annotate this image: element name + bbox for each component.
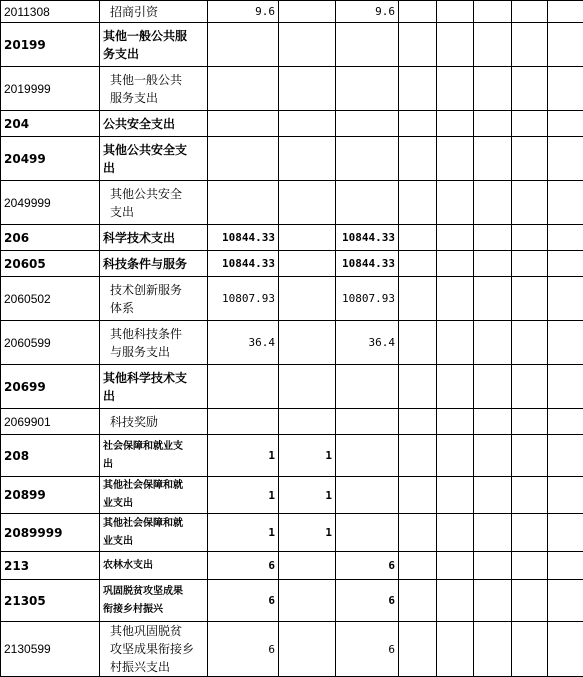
subject-name-cell	[100, 225, 208, 251]
empty-cell	[474, 321, 512, 365]
empty-cell	[399, 67, 437, 111]
empty-cell	[548, 514, 583, 552]
empty-cell	[399, 514, 437, 552]
empty-cell	[474, 181, 512, 225]
subject-code-cell: 2049999	[1, 181, 100, 225]
basic-expenditure-cell: 1	[279, 477, 336, 514]
total-amount-cell	[208, 67, 279, 111]
subject-code-cell: 213	[1, 552, 100, 580]
table-row	[1, 251, 583, 277]
subject-code-cell: 2060599	[1, 321, 100, 365]
project-expenditure-cell: 6	[336, 580, 399, 622]
basic-expenditure-cell	[279, 365, 336, 409]
total-amount-cell: 1	[208, 514, 279, 552]
subject-name-cell	[100, 580, 208, 622]
table-row	[1, 580, 583, 622]
table-row	[1, 514, 583, 552]
empty-cell	[512, 580, 548, 622]
total-amount-cell: 6	[208, 552, 279, 580]
empty-cell	[437, 552, 474, 580]
empty-cell	[548, 225, 583, 251]
empty-cell	[474, 1, 512, 23]
empty-cell	[437, 435, 474, 477]
table-row	[1, 111, 583, 137]
empty-cell	[437, 365, 474, 409]
empty-cell	[437, 1, 474, 23]
subject-name-line: 衔接乡村振兴	[103, 601, 204, 619]
total-amount-cell	[208, 23, 279, 67]
subject-name-cell	[100, 514, 208, 552]
empty-cell	[474, 23, 512, 67]
subject-code-cell: 2069901	[1, 409, 100, 435]
empty-cell	[548, 477, 583, 514]
empty-cell	[512, 181, 548, 225]
empty-cell	[548, 435, 583, 477]
basic-expenditure-cell	[279, 23, 336, 67]
empty-cell	[474, 225, 512, 251]
subject-name-line: 其他科学技术支	[103, 369, 204, 387]
empty-cell	[399, 580, 437, 622]
subject-name-line: 其他公共安全	[110, 185, 204, 203]
basic-expenditure-cell	[279, 111, 336, 137]
table-row	[1, 477, 583, 514]
subject-code-cell: 20199	[1, 23, 100, 67]
subject-name-line: 务支出	[103, 45, 204, 63]
empty-cell	[548, 181, 583, 225]
basic-expenditure-cell: 1	[279, 514, 336, 552]
subject-name-cell	[100, 321, 208, 365]
project-expenditure-cell	[336, 111, 399, 137]
subject-name-cell	[100, 409, 208, 435]
table-row	[1, 622, 583, 677]
empty-cell	[512, 225, 548, 251]
empty-cell	[474, 580, 512, 622]
empty-cell	[512, 321, 548, 365]
subject-code-cell: 2060502	[1, 277, 100, 321]
table-row	[1, 321, 583, 365]
subject-name-line: 招商引资	[110, 3, 204, 21]
empty-cell	[548, 580, 583, 622]
basic-expenditure-cell	[279, 321, 336, 365]
subject-name-line: 科技条件与服务	[103, 255, 204, 273]
subject-name-line: 业支出	[103, 495, 204, 513]
subject-name-line: 其他公共安全支	[103, 141, 204, 159]
empty-cell	[399, 225, 437, 251]
subject-name-cell	[100, 23, 208, 67]
subject-name-line: 科学技术支出	[103, 229, 204, 247]
table-body	[1, 1, 583, 677]
subject-name-cell	[100, 181, 208, 225]
subject-name-line: 业支出	[103, 533, 204, 551]
total-amount-cell: 10844.33	[208, 225, 279, 251]
empty-cell	[437, 277, 474, 321]
basic-expenditure-cell	[279, 409, 336, 435]
empty-cell	[512, 277, 548, 321]
subject-name-cell	[100, 435, 208, 477]
subject-name-line: 其他一般公共	[110, 71, 204, 89]
table-row	[1, 277, 583, 321]
total-amount-cell	[208, 181, 279, 225]
empty-cell	[548, 111, 583, 137]
empty-cell	[437, 580, 474, 622]
total-amount-cell	[208, 137, 279, 181]
subject-name-cell	[100, 622, 208, 677]
subject-code-cell: 2130599	[1, 622, 100, 677]
basic-expenditure-cell	[279, 1, 336, 23]
empty-cell	[474, 622, 512, 677]
total-amount-cell: 10807.93	[208, 277, 279, 321]
empty-cell	[548, 365, 583, 409]
total-amount-cell	[208, 365, 279, 409]
project-expenditure-cell	[336, 477, 399, 514]
empty-cell	[474, 277, 512, 321]
table-row	[1, 23, 583, 67]
empty-cell	[548, 321, 583, 365]
empty-cell	[548, 1, 583, 23]
subject-name-line: 出	[103, 456, 204, 474]
empty-cell	[399, 477, 437, 514]
empty-cell	[437, 67, 474, 111]
subject-name-line: 其他一般公共服	[103, 27, 204, 45]
subject-name-line: 村振兴支出	[110, 658, 204, 676]
subject-code-cell: 2089999	[1, 514, 100, 552]
subject-code-cell: 20899	[1, 477, 100, 514]
empty-cell	[512, 365, 548, 409]
empty-cell	[512, 111, 548, 137]
project-expenditure-cell	[336, 23, 399, 67]
empty-cell	[399, 409, 437, 435]
empty-cell	[548, 552, 583, 580]
subject-name-line: 出	[103, 159, 204, 177]
basic-expenditure-cell: 1	[279, 435, 336, 477]
empty-cell	[437, 477, 474, 514]
empty-cell	[474, 67, 512, 111]
total-amount-cell: 10844.33	[208, 251, 279, 277]
table-row	[1, 181, 583, 225]
empty-cell	[399, 435, 437, 477]
empty-cell	[399, 321, 437, 365]
subject-name-cell	[100, 1, 208, 23]
subject-name-cell	[100, 67, 208, 111]
project-expenditure-cell: 10844.33	[336, 251, 399, 277]
project-expenditure-cell	[336, 67, 399, 111]
empty-cell	[512, 552, 548, 580]
empty-cell	[548, 251, 583, 277]
basic-expenditure-cell	[279, 622, 336, 677]
empty-cell	[548, 622, 583, 677]
empty-cell	[474, 514, 512, 552]
subject-name-line: 体系	[110, 299, 204, 317]
table-row	[1, 552, 583, 580]
subject-name-line: 巩固脱贫攻坚成果	[103, 583, 204, 601]
empty-cell	[437, 514, 474, 552]
empty-cell	[399, 251, 437, 277]
empty-cell	[399, 622, 437, 677]
empty-cell	[399, 365, 437, 409]
project-expenditure-cell	[336, 514, 399, 552]
subject-name-line: 农林水支出	[103, 557, 204, 575]
empty-cell	[512, 435, 548, 477]
subject-name-cell	[100, 277, 208, 321]
subject-name-line: 社会保障和就业支	[103, 438, 204, 456]
empty-cell	[474, 477, 512, 514]
empty-cell	[512, 137, 548, 181]
subject-name-line: 出	[103, 387, 204, 405]
empty-cell	[437, 111, 474, 137]
subject-code-cell: 20605	[1, 251, 100, 277]
table-row	[1, 137, 583, 181]
basic-expenditure-cell	[279, 552, 336, 580]
subject-name-line: 其他社会保障和就	[103, 515, 204, 533]
empty-cell	[437, 622, 474, 677]
empty-cell	[437, 321, 474, 365]
subject-name-line: 其他科技条件	[110, 325, 204, 343]
empty-cell	[474, 409, 512, 435]
empty-cell	[512, 409, 548, 435]
subject-code-cell: 2011308	[1, 1, 100, 23]
empty-cell	[548, 409, 583, 435]
project-expenditure-cell	[336, 365, 399, 409]
empty-cell	[512, 67, 548, 111]
total-amount-cell: 6	[208, 580, 279, 622]
empty-cell	[399, 277, 437, 321]
empty-cell	[512, 251, 548, 277]
basic-expenditure-cell	[279, 181, 336, 225]
subject-name-line: 支出	[110, 203, 204, 221]
empty-cell	[474, 251, 512, 277]
subject-name-line: 攻坚成果衔接乡	[110, 640, 204, 658]
subject-name-line: 公共安全支出	[103, 115, 204, 133]
empty-cell	[548, 277, 583, 321]
basic-expenditure-cell	[279, 277, 336, 321]
empty-cell	[437, 181, 474, 225]
empty-cell	[437, 225, 474, 251]
empty-cell	[474, 435, 512, 477]
subject-code-cell: 206	[1, 225, 100, 251]
total-amount-cell: 6	[208, 622, 279, 677]
subject-name-cell	[100, 137, 208, 181]
subject-name-line: 科技奖励	[110, 413, 204, 431]
basic-expenditure-cell	[279, 580, 336, 622]
basic-expenditure-cell	[279, 225, 336, 251]
basic-expenditure-cell	[279, 137, 336, 181]
empty-cell	[474, 111, 512, 137]
project-expenditure-cell: 9.6	[336, 1, 399, 23]
project-expenditure-cell	[336, 409, 399, 435]
empty-cell	[437, 23, 474, 67]
empty-cell	[548, 137, 583, 181]
empty-cell	[512, 622, 548, 677]
subject-name-line: 其他巩固脱贫	[110, 622, 204, 640]
basic-expenditure-cell	[279, 251, 336, 277]
subject-name-cell	[100, 552, 208, 580]
empty-cell	[512, 23, 548, 67]
table-row	[1, 225, 583, 251]
subject-code-cell: 204	[1, 111, 100, 137]
empty-cell	[399, 552, 437, 580]
total-amount-cell	[208, 111, 279, 137]
project-expenditure-cell	[336, 137, 399, 181]
project-expenditure-cell: 6	[336, 622, 399, 677]
basic-expenditure-cell	[279, 67, 336, 111]
empty-cell	[512, 477, 548, 514]
subject-code-cell: 20499	[1, 137, 100, 181]
subject-name-cell	[100, 365, 208, 409]
empty-cell	[474, 365, 512, 409]
empty-cell	[548, 23, 583, 67]
total-amount-cell	[208, 409, 279, 435]
subject-name-cell	[100, 111, 208, 137]
subject-code-cell: 20699	[1, 365, 100, 409]
total-amount-cell: 1	[208, 435, 279, 477]
empty-cell	[437, 251, 474, 277]
table-row	[1, 365, 583, 409]
empty-cell	[474, 137, 512, 181]
subject-code-cell: 208	[1, 435, 100, 477]
subject-code-cell: 2019999	[1, 67, 100, 111]
empty-cell	[437, 409, 474, 435]
project-expenditure-cell: 10807.93	[336, 277, 399, 321]
empty-cell	[399, 111, 437, 137]
total-amount-cell: 1	[208, 477, 279, 514]
project-expenditure-cell: 6	[336, 552, 399, 580]
subject-name-line: 技术创新服务	[110, 281, 204, 299]
empty-cell	[399, 1, 437, 23]
project-expenditure-cell: 36.4	[336, 321, 399, 365]
project-expenditure-cell	[336, 435, 399, 477]
total-amount-cell: 36.4	[208, 321, 279, 365]
subject-name-line: 与服务支出	[110, 343, 204, 361]
empty-cell	[437, 137, 474, 181]
subject-code-cell: 21305	[1, 580, 100, 622]
project-expenditure-cell: 10844.33	[336, 225, 399, 251]
subject-name-cell	[100, 477, 208, 514]
table-row	[1, 1, 583, 23]
project-expenditure-cell	[336, 181, 399, 225]
empty-cell	[399, 137, 437, 181]
subject-name-line: 服务支出	[110, 89, 204, 107]
empty-cell	[548, 67, 583, 111]
subject-name-line: 其他社会保障和就	[103, 477, 204, 495]
table-row	[1, 67, 583, 111]
table-row	[1, 435, 583, 477]
empty-cell	[512, 514, 548, 552]
empty-cell	[512, 1, 548, 23]
empty-cell	[399, 23, 437, 67]
total-amount-cell: 9.6	[208, 1, 279, 23]
table-row	[1, 409, 583, 435]
empty-cell	[399, 181, 437, 225]
empty-cell	[474, 552, 512, 580]
subject-name-cell	[100, 251, 208, 277]
